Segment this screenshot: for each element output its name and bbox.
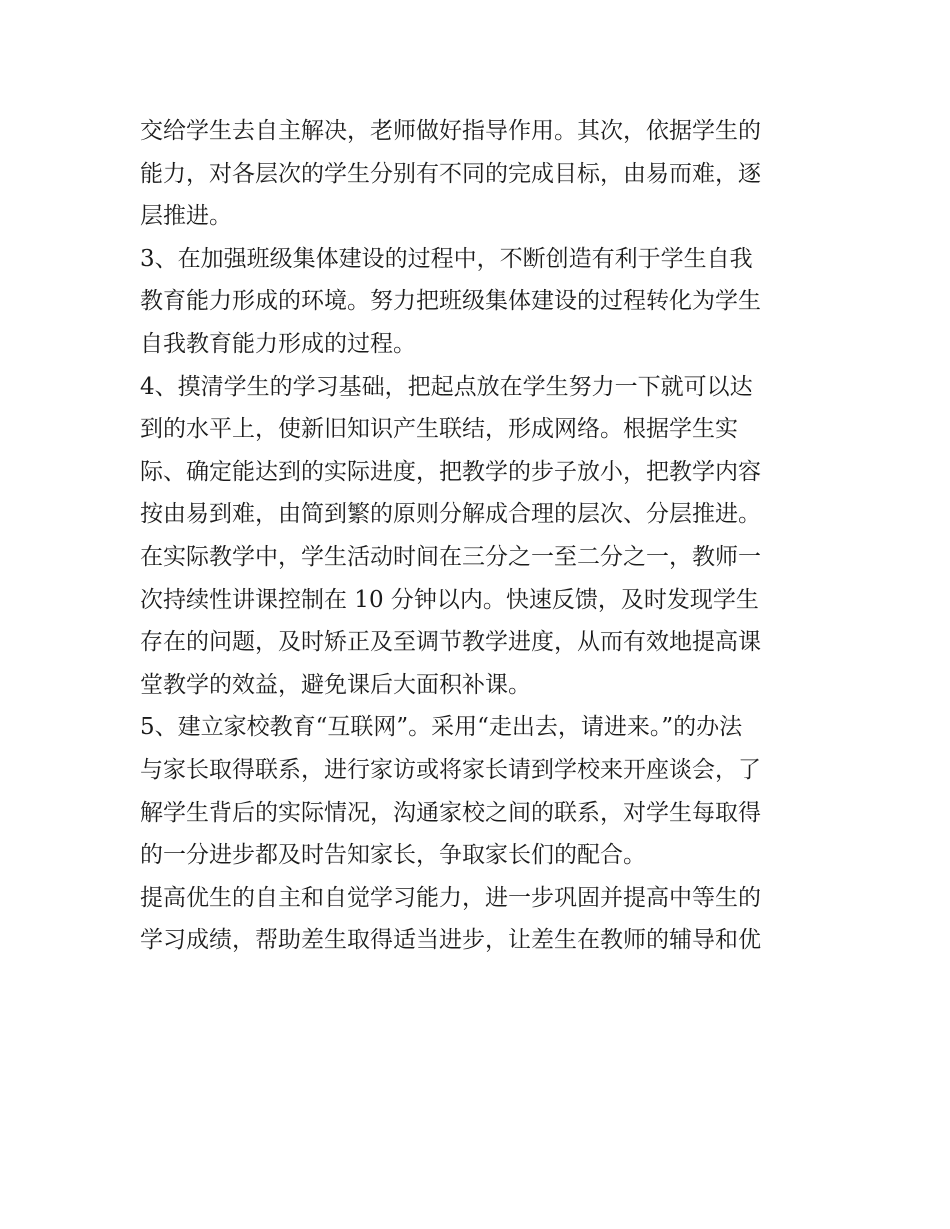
text-line: 堂教学的效益，避免课后大面积补课。 bbox=[140, 671, 531, 698]
text-line: 次持续性讲课控制在 10 分钟以内。快速反馈，及时发现学生 bbox=[140, 586, 759, 613]
text-line: 4、摸清学生的学习基础，把起点放在学生努力一下就可以达 bbox=[140, 373, 753, 400]
text-line: 5、建立家校教育“互联网”。采用“走出去，请进来。”的办法 bbox=[140, 714, 743, 741]
text-line: 自我教育能力形成的过程。 bbox=[140, 330, 416, 357]
text-line: 能力，对各层次的学生分别有不同的完成目标，由易而难，逐 bbox=[140, 160, 761, 187]
text-line: 到的水平上，使新旧知识产生联结，形成网络。根据学生实 bbox=[140, 416, 738, 443]
text-line: 在实际教学中，学生活动时间在三分之一至二分之一，教师一 bbox=[140, 543, 761, 570]
body-text bbox=[140, 110, 820, 962]
text-line: 际、确定能达到的实际进度，把教学的步子放小，把教学内容 bbox=[140, 458, 761, 485]
text-line: 3、在加强班级集体建设的过程中，不断创造有利于学生自我 bbox=[140, 245, 753, 272]
text-line: 的一分进步都及时告知家长，争取家长们的配合。 bbox=[140, 842, 646, 869]
text-line: 按由易到难，由简到繁的原则分解成合理的层次、分层推进。 bbox=[140, 501, 761, 528]
text-line: 存在的问题，及时矫正及至调节教学进度，从而有效地提高课 bbox=[140, 629, 761, 656]
text-line: 层推进。 bbox=[140, 203, 232, 230]
text-line: 提高优生的自主和自觉学习能力，进一步巩固并提高中等生的 bbox=[140, 884, 761, 911]
text-line: 学习成绩，帮助差生取得适当进步，让差生在教师的辅导和优 bbox=[140, 927, 761, 954]
text-line: 解学生背后的实际情况，沟通家校之间的联系，对学生每取得 bbox=[140, 799, 761, 826]
text-line: 与家长取得联系，进行家访或将家长请到学校来开座谈会，了 bbox=[140, 756, 761, 783]
text-line: 教育能力形成的环境。努力把班级集体建设的过程转化为学生 bbox=[140, 288, 761, 315]
text-line: 交给学生去自主解决，老师做好指导作用。其次，依据学生的 bbox=[140, 118, 761, 144]
